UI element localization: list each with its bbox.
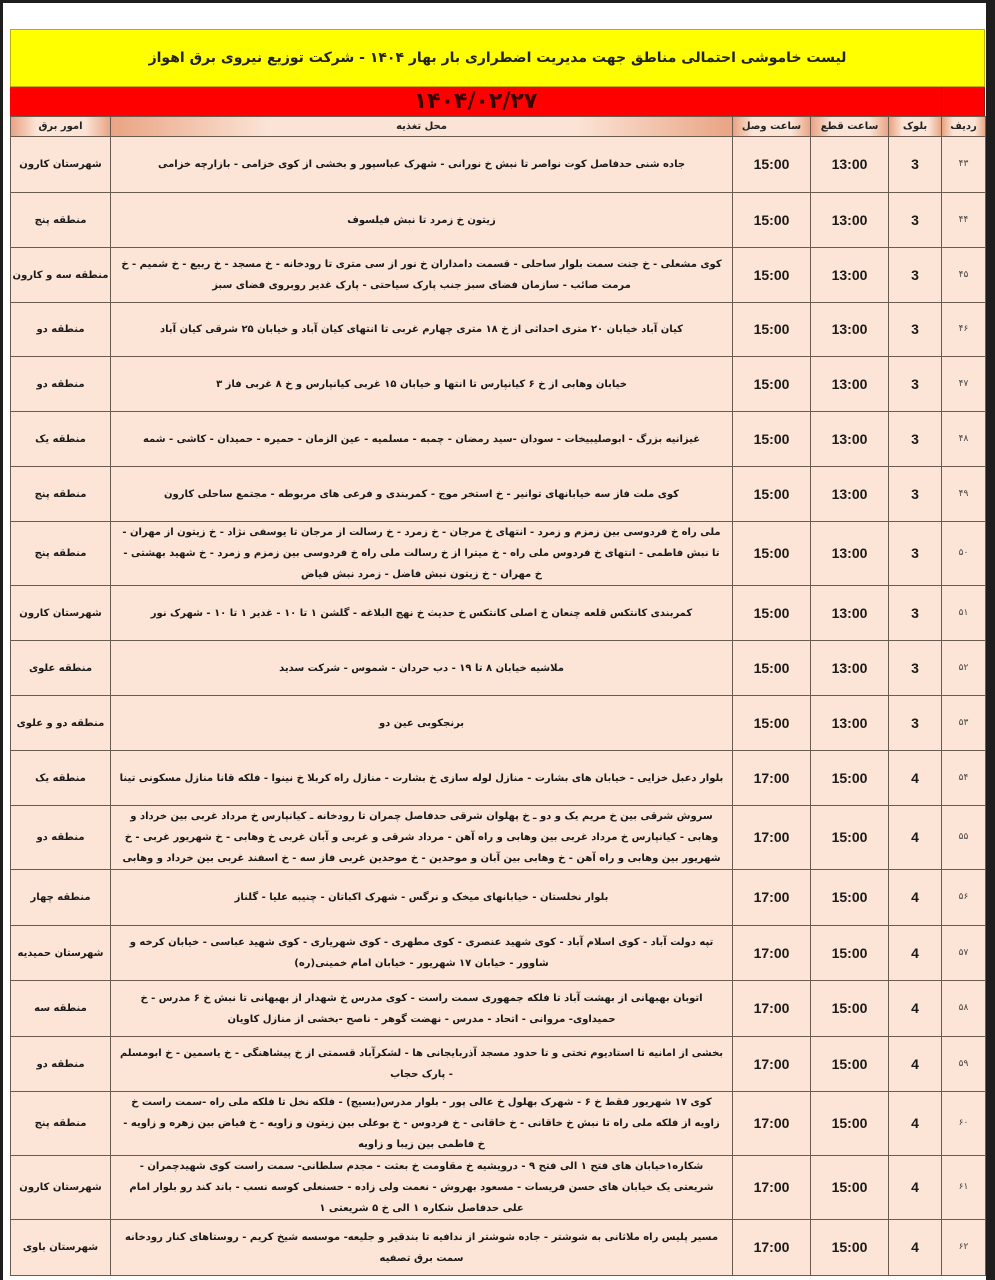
row-number-cell: ۵۸: [942, 981, 986, 1037]
connect-time-cell: 15:00: [733, 193, 811, 248]
row-number-cell: ۵۴: [942, 751, 986, 806]
header-feed-area: محل تغذیه: [111, 117, 733, 137]
power-office-cell: منطقه پنج: [11, 467, 111, 522]
cut-time-cell: 13:00: [811, 586, 889, 641]
connect-time-cell: 17:00: [733, 1220, 811, 1276]
block-cell: 3: [889, 248, 942, 303]
table-row: [11, 522, 986, 586]
connect-time-cell: 15:00: [733, 412, 811, 467]
date-cell: [10, 87, 941, 116]
row-number-cell: ۴۷: [942, 357, 986, 412]
feed-area-cell: سروش شرقی بین خ مریم یک و دو ـ خ پهلوان شرقی حدفاصل چمران تا رودخانه ـ کیانپارس خ مرداد غربی بین خرداد و وهابی - کیانپارس خ مرداد غربی بین وهابی و راه آهن - مرداد شرقی و غربی و آبان غربی خ وهابی - خ شهریور غربی - خ شهریور بین وهابی و راه آهن - خ وهابی بین آبان و موحدین - خ موحدین غربی فاز سه - خ اسفند غربی بین خرداد و وهابی: [111, 806, 733, 870]
block-cell: 3: [889, 193, 942, 248]
power-office-cell: منطقه سه: [11, 981, 111, 1037]
outage-table: [10, 116, 986, 1276]
connect-time-cell: 15:00: [733, 137, 811, 193]
feed-area-cell: اتوبان بهبهانی از بهشت آباد تا فلکه جمهوری سمت راست - کوی مدرس خ شهدار از بهبهانی تا نبش خ ۶ مدرس - خ حمیداوی- مروانی - اتحاد - مدرس - نهضت گوهر - ناصح -بخشی از منازل کاویان: [111, 981, 733, 1037]
header-row-no: ردیف: [942, 117, 986, 137]
table-row: [11, 467, 986, 522]
block-cell: 3: [889, 137, 942, 193]
connect-time-cell: 15:00: [733, 248, 811, 303]
row-number-cell: ۵۹: [942, 1037, 986, 1092]
cut-time-cell: 13:00: [811, 522, 889, 586]
table-row: [11, 1156, 986, 1220]
connect-time-cell: 17:00: [733, 981, 811, 1037]
cut-time-cell: 13:00: [811, 641, 889, 696]
block-cell: 3: [889, 522, 942, 586]
date-banner-corner-cell: [941, 87, 985, 116]
header-block: بلوک: [889, 117, 942, 137]
connect-time-cell: 17:00: [733, 1037, 811, 1092]
block-cell: 3: [889, 303, 942, 357]
feed-area-cell: بلوار دعبل خزایی - خیابان های بشارت - منازل لوله سازی خ بشارت - منازل راه کربلا خ نینوا - فلکه قانا منازل مسکونی تینا: [111, 751, 733, 806]
cut-time-cell: 15:00: [811, 1156, 889, 1220]
cut-time-cell: 15:00: [811, 870, 889, 926]
block-cell: 3: [889, 467, 942, 522]
table-row: [11, 751, 986, 806]
row-number-cell: ۵۲: [942, 641, 986, 696]
row-number-cell: ۴۴: [942, 193, 986, 248]
power-office-cell: منطقه دو: [11, 1037, 111, 1092]
feed-area-cell: ملاشیه خیابان ۸ تا ۱۹ - دب حردان - شموس - شرکت سدید: [111, 641, 733, 696]
cut-time-cell: 15:00: [811, 1037, 889, 1092]
document-page: [3, 3, 986, 1280]
feed-area-cell: کمربندی کانتکس قلعه چنعان خ اصلی کانتکس خ حدیث خ نهج البلاغه - گلشن ۱ تا ۱۰ - غدیر ۱ تا ۱۰ - شهرک نور: [111, 586, 733, 641]
header-cut-time: ساعت قطع: [811, 117, 889, 137]
connect-time-cell: 17:00: [733, 751, 811, 806]
block-cell: 4: [889, 1156, 942, 1220]
power-office-cell: منطقه یک: [11, 412, 111, 467]
block-cell: 3: [889, 357, 942, 412]
table-row: [11, 1092, 986, 1156]
connect-time-cell: 17:00: [733, 870, 811, 926]
block-cell: 4: [889, 751, 942, 806]
table-row: [11, 926, 986, 981]
block-cell: 4: [889, 981, 942, 1037]
table-row: [11, 248, 986, 303]
date-banner: [10, 86, 985, 116]
cut-time-cell: 13:00: [811, 137, 889, 193]
title-banner: [10, 29, 985, 86]
feed-area-cell: مسیر پلیس راه ملاثانی به شوشتر - جاده شوشتر از ندافیه تا بندقیر و جلیعه- موسسه شیخ کریم - روستاهای کنار رودخانه سمت برق تصفیه: [111, 1220, 733, 1276]
power-office-cell: شهرستان باوی: [11, 1220, 111, 1276]
table-row: [11, 981, 986, 1037]
row-number-cell: ۵۳: [942, 696, 986, 751]
connect-time-cell: 15:00: [733, 696, 811, 751]
feed-area-cell: کیان آباد خیابان ۲۰ متری احداثی از خ ۱۸ متری چهارم غربی تا انتهای کیان آباد و خیابان ۲۵ شرقی کیان آباد: [111, 303, 733, 357]
table-row: [11, 1037, 986, 1092]
row-number-cell: ۵۵: [942, 806, 986, 870]
block-cell: 4: [889, 1037, 942, 1092]
header-connect-time: ساعت وصل: [733, 117, 811, 137]
header-power-office: امور برق: [11, 117, 111, 137]
cut-time-cell: 13:00: [811, 412, 889, 467]
feed-area-cell: کوی ۱۷ شهریور فقط خ ۶ - شهرک بهلول خ عالی پور - بلوار مدرس(بسیج) - فلکه نخل تا فلکه ملی راه -سمت راست خ زاویه از فلکه ملی راه تا نبش خ خاقانی - خ خاقانی - خ فردوس - خ بوعلی بین زیتون و زاویه - خ فیاض بین زهره و زاویه - خ فاطمی بین زیبا و زاویه: [111, 1092, 733, 1156]
block-cell: 3: [889, 586, 942, 641]
power-office-cell: منطقه دو و علوی: [11, 696, 111, 751]
cut-time-cell: 15:00: [811, 1092, 889, 1156]
document-date: ۱۴۰۴/۰۲/۲۷: [413, 89, 538, 114]
cut-time-cell: 15:00: [811, 806, 889, 870]
connect-time-cell: 15:00: [733, 522, 811, 586]
feed-area-cell: غیزانیه بزرگ - ابوصلیبیخات - سودان -سید رمضان - چمبه - مسلمیه - عین الزمان - حمیره - حمیدان - کاشی - شمه: [111, 412, 733, 467]
connect-time-cell: 15:00: [733, 467, 811, 522]
power-office-cell: منطقه چهار: [11, 870, 111, 926]
connect-time-cell: 17:00: [733, 1156, 811, 1220]
cut-time-cell: 13:00: [811, 193, 889, 248]
table-header-row: [11, 117, 986, 137]
outage-sheet: [10, 29, 985, 1276]
power-office-cell: منطقه یک: [11, 751, 111, 806]
power-office-cell: منطقه علوی: [11, 641, 111, 696]
power-office-cell: شهرستان کارون: [11, 1156, 111, 1220]
power-office-cell: شهرستان کارون: [11, 137, 111, 193]
table-row: [11, 696, 986, 751]
row-number-cell: ۴۳: [942, 137, 986, 193]
table-body: [11, 137, 986, 1276]
power-office-cell: منطقه دو: [11, 806, 111, 870]
connect-time-cell: 17:00: [733, 1092, 811, 1156]
power-office-cell: شهرستان حمیدیه: [11, 926, 111, 981]
feed-area-cell: کوی مشعلی - خ جنت سمت بلوار ساحلی - قسمت دامداران خ نور از سی متری تا رودخانه - خ مسجد - خ ربیع - خ شمیم - خ مرمت صائب - سازمان فضای سبز جنب پارک سیاحتی - پارک غدیر روبروی فضای سبز: [111, 248, 733, 303]
table-row: [11, 303, 986, 357]
feed-area-cell: ملی راه خ فردوسی بین زمزم و زمرد - انتهای خ مرجان - خ زمرد - خ رسالت از مرجان تا یوسفی نژاد - خ زیتون از مهران - تا نبش فاطمی - انتهای خ فردوس ملی راه - خ میترا از خ رسالت ملی راه خ فردوسی بین زمزم و زمرد - خ شهید بهشتی - خ مهران - خ زیتون نبش فاضل - زمرد نبش فیاض: [111, 522, 733, 586]
row-number-cell: ۶۲: [942, 1220, 986, 1276]
row-number-cell: ۵۶: [942, 870, 986, 926]
connect-time-cell: 15:00: [733, 357, 811, 412]
table-row: [11, 193, 986, 248]
row-number-cell: ۶۱: [942, 1156, 986, 1220]
cut-time-cell: 15:00: [811, 1220, 889, 1276]
row-number-cell: ۵۷: [942, 926, 986, 981]
table-row: [11, 586, 986, 641]
feed-area-cell: برنجکوبی عین دو: [111, 696, 733, 751]
cut-time-cell: 15:00: [811, 926, 889, 981]
connect-time-cell: 15:00: [733, 586, 811, 641]
connect-time-cell: 15:00: [733, 641, 811, 696]
feed-area-cell: بلوار نخلستان - خیابانهای میخک و نرگس - شهرک اکباتان - چنیبه علیا - گلناز: [111, 870, 733, 926]
power-office-cell: منطقه سه و کارون: [11, 248, 111, 303]
block-cell: 4: [889, 806, 942, 870]
block-cell: 3: [889, 696, 942, 751]
connect-time-cell: 17:00: [733, 806, 811, 870]
cut-time-cell: 13:00: [811, 248, 889, 303]
cut-time-cell: 15:00: [811, 981, 889, 1037]
row-number-cell: ۶۰: [942, 1092, 986, 1156]
table-row: [11, 1220, 986, 1276]
table-row: [11, 870, 986, 926]
feed-area-cell: بخشی از امانیه تا استادیوم تختی و تا حدود مسجد آذربایجانی ها - لشکرآباد قسمتی از خ پیشاهنگی - خ یاسمین - خ ابومسلم - پارک حجاب: [111, 1037, 733, 1092]
feed-area-cell: شکاره۱خیابان های فتح ۱ الی فتح ۹ - درویشیه خ مقاومت خ بعثت - مجدم سلطانی- سمت راست کوی شهیدچمران - شریعتی یک خیابان های حسن فریسات - مسعود بهروش - نعمت ولی زاده - حسنعلی کوسه نسب - باند کند رو بلوار امام علی حدفاصل شکاره ۱ الی خ ۵ شریعتی ۱: [111, 1156, 733, 1220]
table-row: [11, 412, 986, 467]
power-office-cell: منطقه دو: [11, 357, 111, 412]
block-cell: 4: [889, 1220, 942, 1276]
power-office-cell: منطقه پنج: [11, 193, 111, 248]
row-number-cell: ۴۸: [942, 412, 986, 467]
feed-area-cell: جاده شنی حدفاصل کوت نواصر تا نبش خ نورانی - شهرک عباسپور و بخشی از کوی خزامی - بازارچه خزامی: [111, 137, 733, 193]
row-number-cell: ۴۶: [942, 303, 986, 357]
power-office-cell: منطقه دو: [11, 303, 111, 357]
connect-time-cell: 15:00: [733, 303, 811, 357]
cut-time-cell: 13:00: [811, 303, 889, 357]
block-cell: 4: [889, 926, 942, 981]
feed-area-cell: کوی ملت فاز سه خیابانهای توانیر - خ استخر موج - کمربندی و فرعی های مربوطه - مجتمع ساحلی کارون: [111, 467, 733, 522]
row-number-cell: ۵۰: [942, 522, 986, 586]
row-number-cell: ۴۹: [942, 467, 986, 522]
feed-area-cell: تپه دولت آباد - کوی اسلام آباد - کوی شهید عنصری - کوی مطهری - کوی شهریاری - کوی شهید عباسی - خیابان کرخه و شاوور - خیابان ۱۷ شهریور - خیابان امام خمینی(ره): [111, 926, 733, 981]
row-number-cell: ۵۱: [942, 586, 986, 641]
cut-time-cell: 13:00: [811, 357, 889, 412]
cut-time-cell: 15:00: [811, 751, 889, 806]
row-number-cell: ۴۵: [942, 248, 986, 303]
block-cell: 4: [889, 870, 942, 926]
cut-time-cell: 13:00: [811, 467, 889, 522]
feed-area-cell: زیتون خ زمرد تا نبش فیلسوف: [111, 193, 733, 248]
power-office-cell: منطقه پنج: [11, 1092, 111, 1156]
connect-time-cell: 17:00: [733, 926, 811, 981]
block-cell: 3: [889, 412, 942, 467]
power-office-cell: شهرستان کارون: [11, 586, 111, 641]
power-office-cell: منطقه پنج: [11, 522, 111, 586]
table-row: [11, 357, 986, 412]
block-cell: 3: [889, 641, 942, 696]
feed-area-cell: خیابان وهابی از خ ۶ کیانپارس تا انتها و خیابان ۱۵ غربی کیانپارس و خ ۸ غربی فاز ۳: [111, 357, 733, 412]
table-row: [11, 806, 986, 870]
document-title: لیست خاموشی احتمالی مناطق جهت مدیریت اضطراری بار بهار ۱۴۰۴ - شرکت توزیع نیروی برق اهواز: [148, 50, 847, 66]
cut-time-cell: 13:00: [811, 696, 889, 751]
table-row: [11, 641, 986, 696]
table-row: [11, 137, 986, 193]
block-cell: 4: [889, 1092, 942, 1156]
